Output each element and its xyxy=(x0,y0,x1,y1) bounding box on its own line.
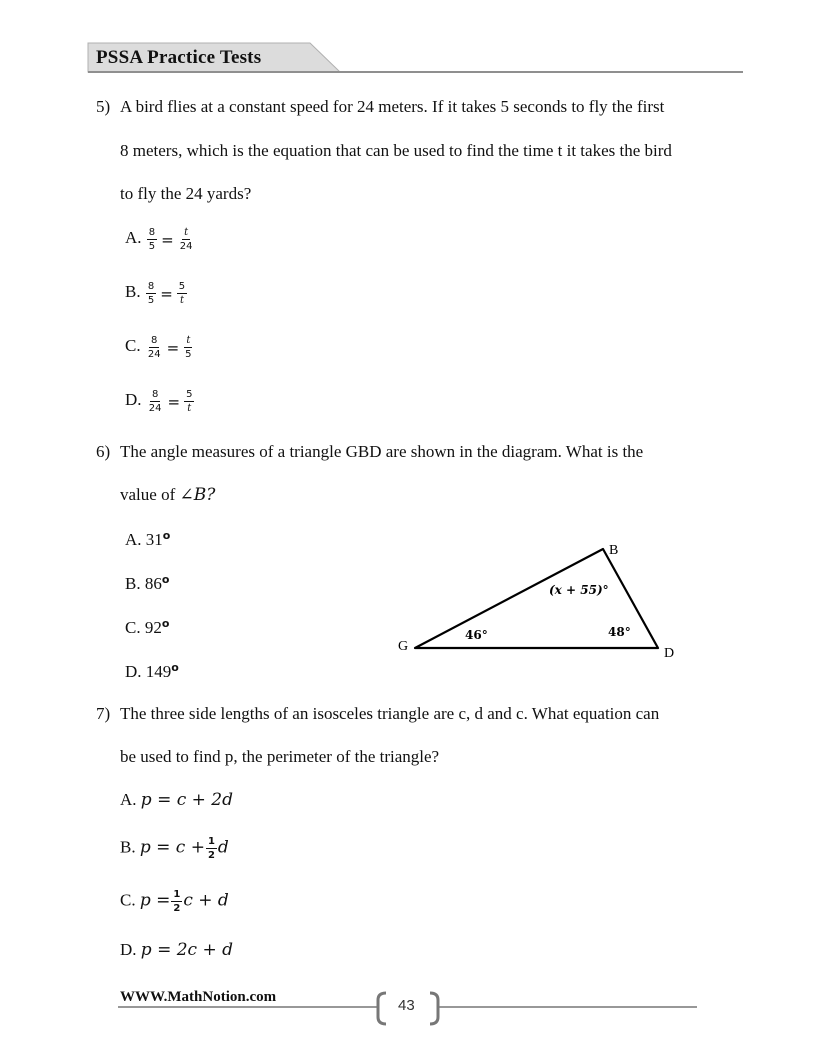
question-text-line: The angle measures of a triangle GBD are shown in the diagram. What is the xyxy=(120,442,644,461)
equals-sign: = xyxy=(160,284,173,303)
option-label: B. xyxy=(125,574,141,593)
angle-b-symbol: ∠B? xyxy=(179,485,216,505)
page-number: 43 xyxy=(398,997,415,1014)
option-value: 31 xyxy=(145,530,163,549)
angle-d-label: 48° xyxy=(608,625,631,639)
option-equation: p = c + 2d xyxy=(140,790,233,810)
option-label: B. xyxy=(120,837,136,857)
degree-mark: o xyxy=(161,573,170,586)
fraction-numerator: 1 xyxy=(173,889,181,900)
fraction-numerator: t xyxy=(186,335,191,346)
question-number: 5) xyxy=(96,97,111,116)
footer-website: WWW.MathNotion.com xyxy=(120,989,277,1005)
fraction-denominator: 5 xyxy=(185,349,192,360)
fraction-denominator: 5 xyxy=(148,241,156,252)
fraction-denominator: 24 xyxy=(179,241,193,252)
answer-option-d[interactable] xyxy=(120,940,233,960)
option-value: 92 xyxy=(144,618,162,637)
vertex-label-d: D xyxy=(664,646,675,661)
option-equation: p = xyxy=(139,890,171,911)
question-text-line: to fly the 24 yards? xyxy=(120,184,252,203)
fraction-numerator: 8 xyxy=(151,335,158,346)
fraction-denominator: t xyxy=(179,295,184,306)
fraction-numerator: 5 xyxy=(178,281,186,292)
question-number: 7) xyxy=(96,704,111,723)
fraction-numerator: 5 xyxy=(186,389,193,400)
answer-option-b[interactable] xyxy=(120,835,229,862)
option-label: D. xyxy=(125,662,142,681)
answer-option-a[interactable] xyxy=(120,790,233,810)
fraction-denominator: 2 xyxy=(207,850,215,861)
question-text-line: be used to find p, the perimeter of the triangle? xyxy=(120,747,440,766)
option-label: A. xyxy=(125,530,142,549)
fraction-denominator: 24 xyxy=(148,403,162,414)
option-value: 149 xyxy=(145,662,172,681)
option-label: D. xyxy=(125,390,142,410)
answer-option-c[interactable] xyxy=(120,888,229,915)
equals-sign: = xyxy=(166,338,180,357)
fraction-denominator: 5 xyxy=(147,295,155,306)
option-equation: p = 2c + d xyxy=(140,940,233,960)
degree-mark: o xyxy=(162,529,171,542)
vertex-label-b: B xyxy=(609,543,619,558)
option-label: B. xyxy=(125,282,141,302)
fraction-numerator: 8 xyxy=(148,227,156,238)
equals-sign: = xyxy=(161,230,174,249)
degree-mark: o xyxy=(161,617,170,630)
fraction-numerator: t xyxy=(184,227,189,238)
vertex-label-g: G xyxy=(398,639,409,654)
option-label: C. xyxy=(125,336,141,356)
option-label: C. xyxy=(125,618,141,637)
option-equation-tail: c + d xyxy=(183,890,229,911)
equals-sign: = xyxy=(167,392,181,411)
option-label: D. xyxy=(120,940,137,959)
question-text-line: 8 meters, which is the equation that can be used to find the time t it takes the bird xyxy=(120,141,672,160)
fraction-denominator: 2 xyxy=(173,903,181,914)
fraction-denominator: 24 xyxy=(147,349,161,360)
question-text-line: The three side lengths of an isosceles triangle are c, d and c. What equation can xyxy=(120,704,660,723)
option-value: 86 xyxy=(144,574,162,593)
fraction-numerator: 1 xyxy=(207,836,215,847)
angle-b-label: (x + 55)° xyxy=(549,583,609,597)
page-header-title: PSSA Practice Tests xyxy=(96,47,262,68)
degree-mark: o xyxy=(171,661,179,674)
fraction-numerator: 8 xyxy=(147,281,155,292)
fraction-numerator: 8 xyxy=(151,389,159,400)
option-label: A. xyxy=(120,790,137,809)
angle-g-label: 46° xyxy=(465,628,488,642)
option-equation-tail: d xyxy=(217,837,229,858)
fraction-denominator: t xyxy=(187,403,192,414)
option-equation: p = c + xyxy=(139,837,205,858)
option-label: C. xyxy=(120,890,136,910)
question-text-line: A bird flies at a constant speed for 24 meters. If it takes 5 seconds to fly the first xyxy=(120,97,665,116)
question-text-fragment: value of xyxy=(120,485,176,504)
question-number: 6) xyxy=(96,442,111,461)
option-label: A. xyxy=(125,228,142,248)
